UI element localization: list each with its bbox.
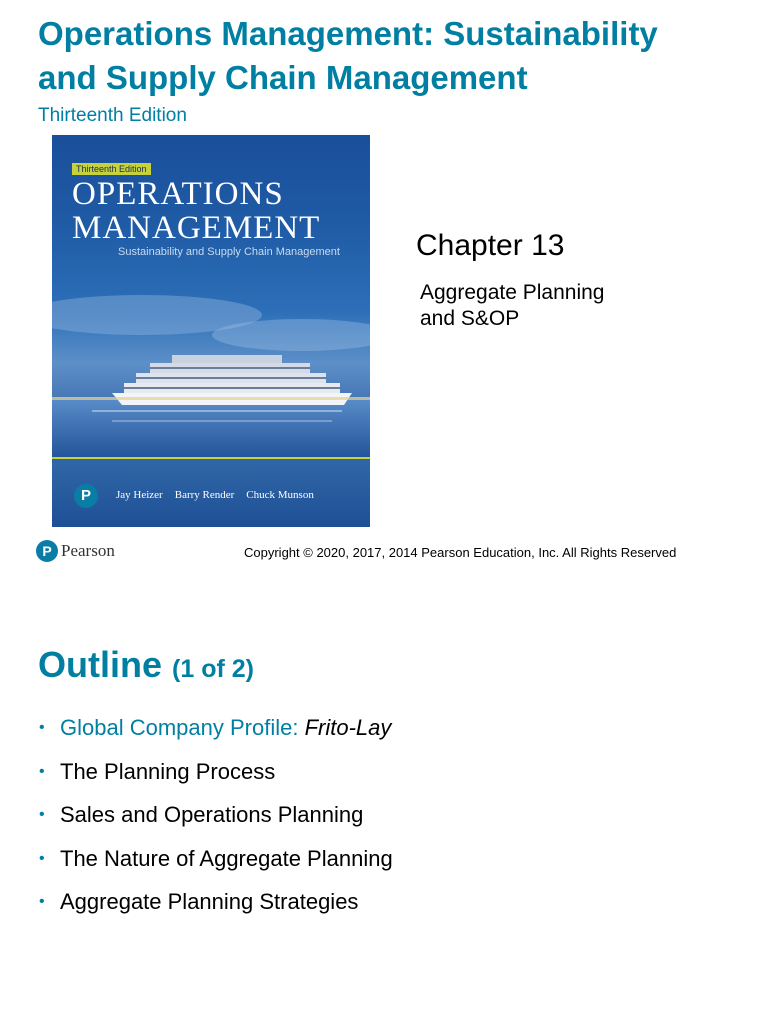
- list-item-text: Sales and Operations Planning: [60, 802, 364, 827]
- bullet-icon: •: [39, 806, 45, 823]
- pearson-wordmark: Pearson: [61, 541, 115, 560]
- list-item-emphasis: Frito-Lay: [304, 715, 392, 740]
- outline-page-indicator: (1 of 2): [172, 655, 254, 683]
- cover-title-line-2: MANAGEMENT: [72, 210, 321, 246]
- list-item-text: Aggregate Planning Strategies: [60, 889, 359, 914]
- list-item: [38, 750, 393, 794]
- bullet-icon: •: [39, 849, 45, 867]
- chapter-subtitle: [420, 280, 720, 332]
- outline-list: [38, 706, 393, 924]
- cover-title-line-1: OPERATIONS: [72, 176, 284, 212]
- list-item: [38, 837, 393, 881]
- cover-title: [72, 177, 362, 245]
- bullet-icon: •: [39, 719, 45, 736]
- list-item-text: The Nature of Aggregate Planning: [60, 845, 393, 871]
- copyright-notice: Copyright © 2020, 2017, 2014 Pearson Education, Inc. All Rights Reserved: [244, 545, 677, 560]
- outline-heading: Outline: [38, 644, 162, 685]
- list-item-text: Global Company Profile:: [60, 715, 305, 740]
- bullet-icon: •: [39, 893, 45, 910]
- list-item: [38, 706, 393, 750]
- chapter-number: Chapter 13: [416, 229, 565, 262]
- title-line-2: and Supply Chain Management: [38, 59, 528, 96]
- cover-edition-badge: Thirteenth Edition: [72, 163, 151, 175]
- outline-title: [38, 644, 254, 686]
- bullet-icon: •: [39, 762, 45, 780]
- cover-pearson-icon: P: [74, 484, 98, 508]
- title-line-1: Operations Management: Sustainability: [38, 15, 658, 52]
- chapter-subtitle-line-2: and S&OP: [420, 307, 520, 330]
- edition-label: Thirteenth Edition: [38, 105, 187, 126]
- slide-title: [38, 12, 758, 100]
- cover-author: Barry Render: [174, 489, 235, 501]
- list-item: [38, 793, 393, 837]
- cover-authors: [116, 489, 370, 501]
- pearson-logo-icon: P: [36, 540, 58, 562]
- cover-subtitle: Sustainability and Supply Chain Management: [118, 246, 340, 258]
- list-item: [38, 880, 393, 924]
- cover-divider: [52, 457, 370, 459]
- cover-author: Chuck Munson: [246, 489, 314, 501]
- cover-author: Jay Heizer: [116, 489, 163, 501]
- chapter-subtitle-line-1: Aggregate Planning: [420, 281, 605, 304]
- outline-slide: [0, 576, 768, 1024]
- pearson-logo: [36, 540, 115, 562]
- book-cover-image: [52, 135, 370, 527]
- list-item-text: The Planning Process: [60, 758, 276, 784]
